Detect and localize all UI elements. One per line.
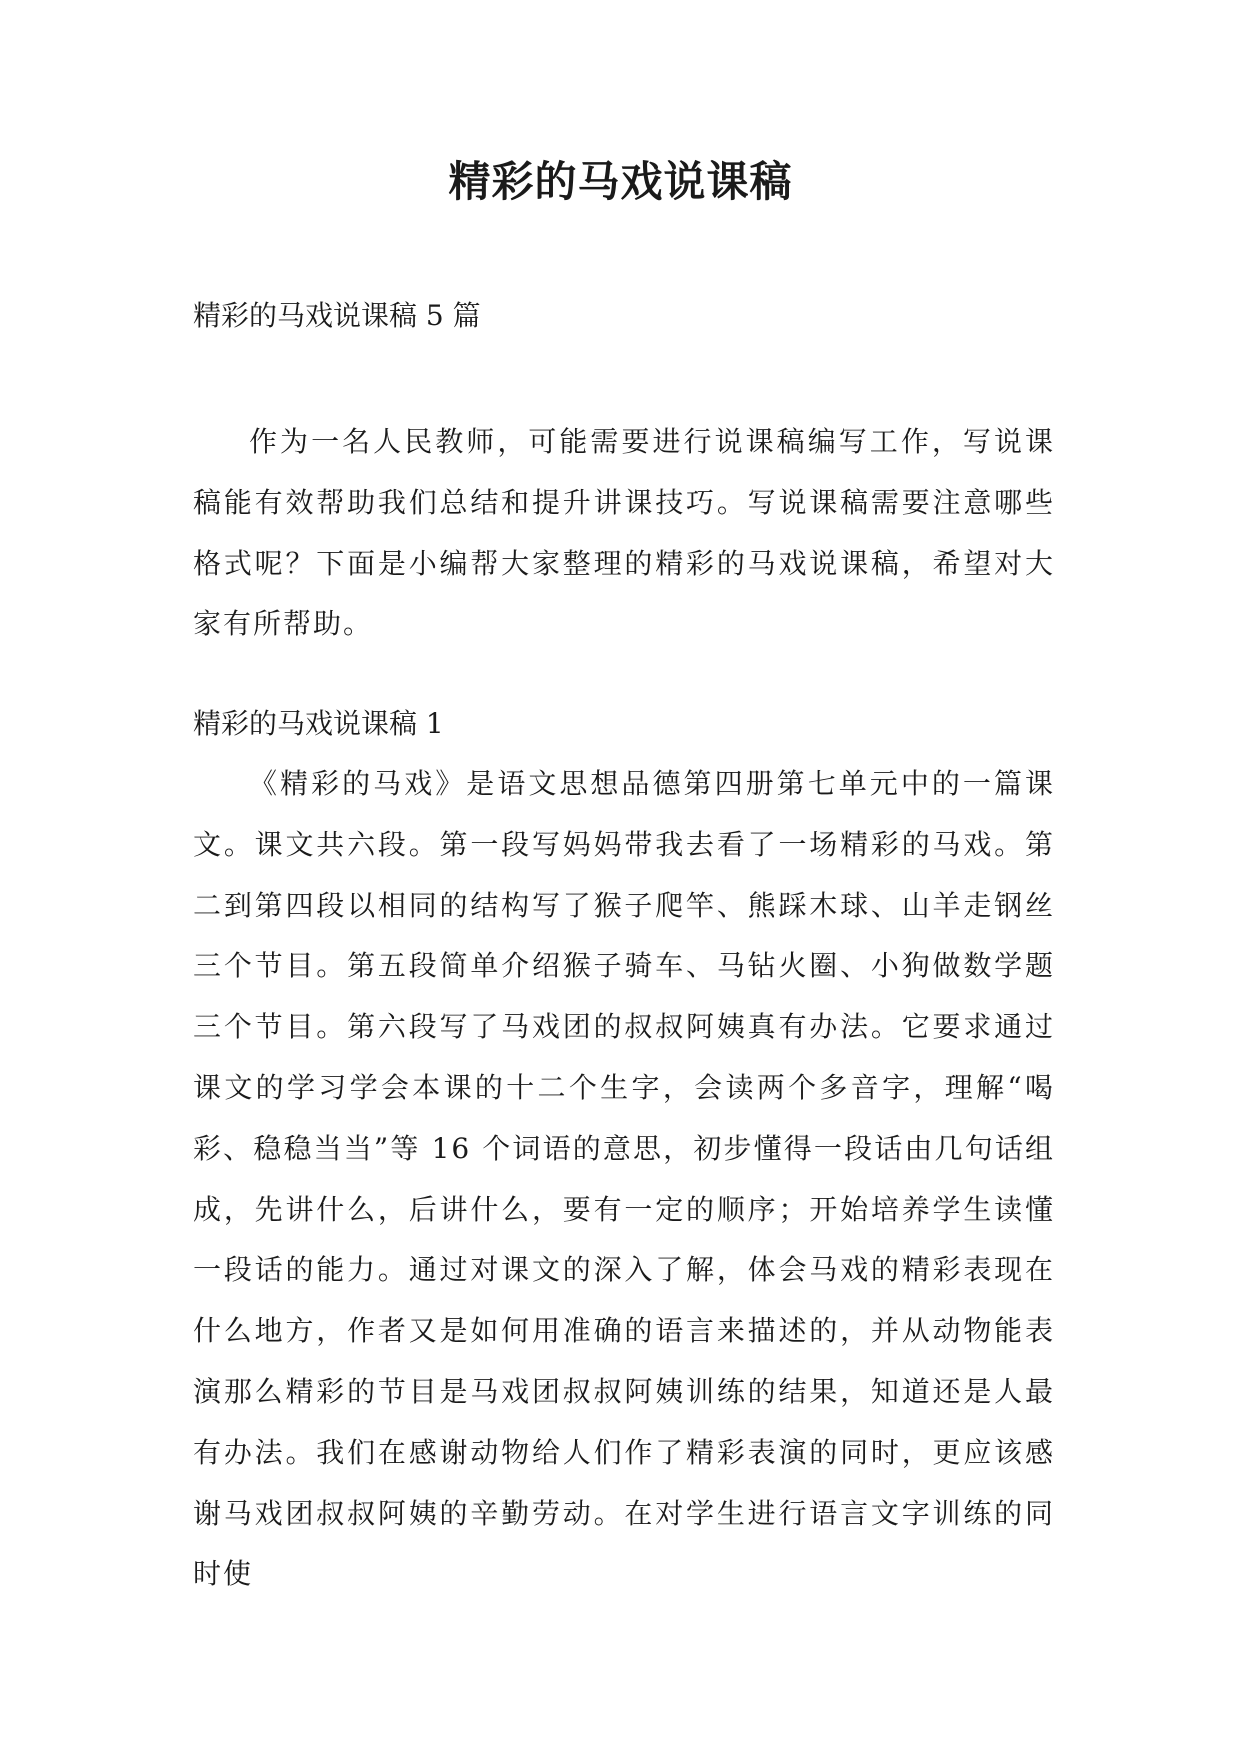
body-paragraph: 《精彩的马戏》是语文思想品德第四册第七单元中的一篇课文。课文共六段。第一段写妈妈带我去看了一场精彩的马戏。第二到第四段以相同的结构写了猴子爬竿、熊踩木球、山羊走钢丝三个节目。第五段简单介绍猴子骑车、马钻火圈、小狗做数学题三个节目。第六段写了马戏团的叔叔阿姨真有办法。它要求通过课文的学习学会本课的十二个生字，会读两个多音字，理解“喝彩、稳稳当当”等 16 个词语的意思，初步懂得一段话由几句话组成，先讲什么，后讲什么，要有一定的顺序；开始培养学生读懂一段话的能力。通过对课文的深入了解，体会马戏的精彩表现在什么地方，作者又是如何用准确的语言来描述的，并从动物能表演那么精彩的节目是马戏团叔叔阿姨训练的结果，知道还是人最有办法。我们在感谢动物给人们作了精彩表演的同时，更应该感谢马戏团叔叔阿姨的辛勤劳动。在对学生进行语言文字训练的同时使: [193, 767, 1055, 1591]
page-title: 精彩的马戏说课稿: [448, 157, 793, 206]
section-heading: 精彩的马戏说课稿 1: [193, 707, 444, 740]
document-subtitle: 精彩的马戏说课稿 5 篇: [193, 299, 481, 332]
intro-paragraph: 作为一名人民教师，可能需要进行说课稿编写工作，写说课稿能有效帮助我们总结和提升讲课技巧。写说课稿需要注意哪些格式呢？下面是小编帮大家整理的精彩的马戏说课稿，希望对大家有所帮助。: [193, 425, 1055, 641]
